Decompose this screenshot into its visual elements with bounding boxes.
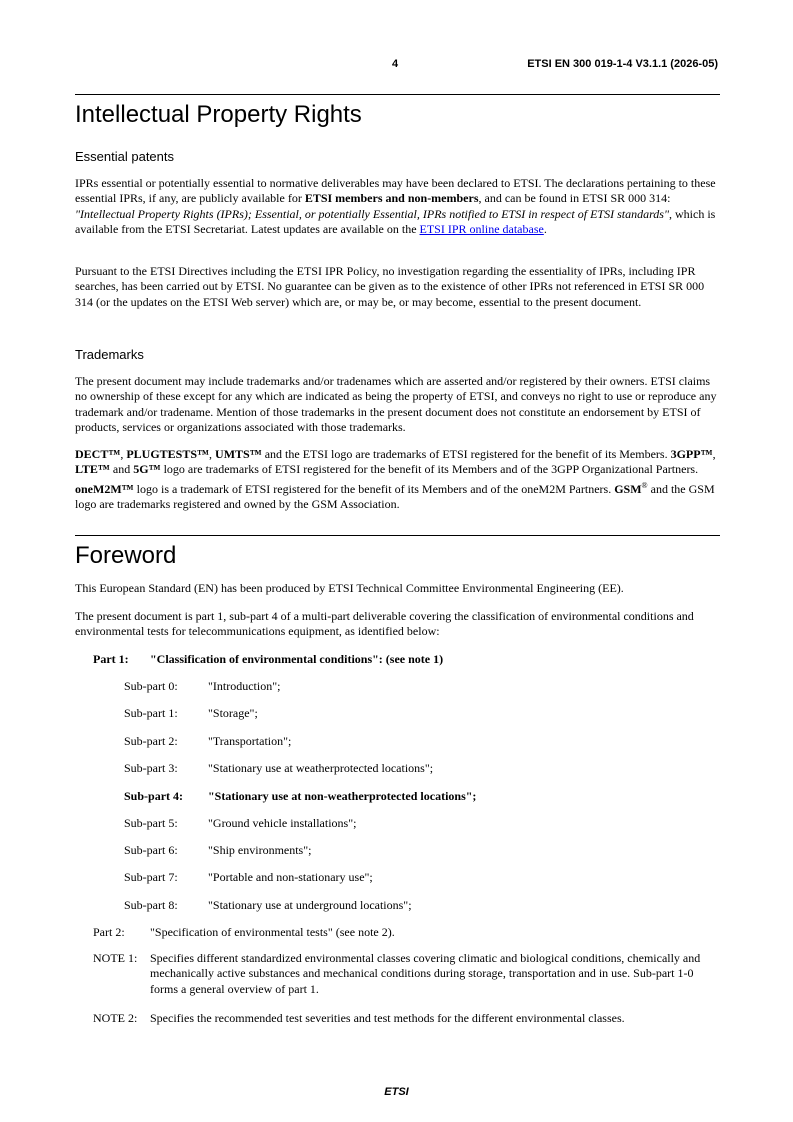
foreword-intro-paragraph: This European Standard (EN) has been produced by ETSI Technical Committee Environmental Engineering (EE).: [75, 581, 624, 595]
essential-patents-paragraph: IPRs essential or potentially essential to normative deliverables may have been declared to ETSI. The declarations pertaining to these essential IPRs, if any, are publicly available for ETSI members and non-members, and can be found in ETSI SR 000 314: "Intellectual Property Rights (IPRs); Essential, or potentially Essential, IPRs notified to ETSI in respect of ETSI standards", which is available from the ETSI Secretariat. Latest updates are available on the ETSI IPR online database.: [75, 176, 716, 237]
page-number: 4: [392, 58, 399, 70]
subpart-item-current: Sub-part 4: "Stationary use at non-weatherprotected locations";: [124, 789, 477, 803]
page-footer: ETSI: [384, 1086, 409, 1098]
subpart-item: Sub-part 5: "Ground vehicle installations";: [124, 816, 357, 830]
trademarks-paragraph: The present document may include trademarks and/or tradenames which are asserted and/or registered by their owners. ETSI claims no ownership of these except for any which are indicated as being the property of ETSI, and conveys no right to use or reproduce any trademark and/or tradename. Mention of those trademarks in the present document does not constitute an endorsement by ETSI of products, services or organizations associated with those trademarks.: [75, 374, 717, 435]
ipr-section-heading: [75, 94, 720, 129]
foreword-title: Foreword: [75, 542, 177, 569]
foreword-parts-paragraph: The present document is part 1, sub-part 4 of a multi-part deliverable covering the classification of environmental conditions and environmental tests for telecommunications equipment, as identified below:: [75, 609, 694, 639]
trademarks-heading: Trademarks: [75, 347, 144, 362]
subpart-item: Sub-part 6: "Ship environments";: [124, 843, 312, 857]
part1-item: Part 1: "Classification of environmental conditions": (see note 1): [93, 652, 444, 666]
ipr-policy-paragraph: Pursuant to the ETSI Directives including the ETSI IPR Policy, no investigation regarding the essentiality of IPRs, including IPR searches, has been carried out by ETSI. No guarantee can be given as to the existence of other IPRs not referenced in ETSI SR 000 314 (or the updates on the ETSI Web server) which are, or may be, or may become, essential to the present document.: [75, 264, 705, 309]
subpart-item: Sub-part 3: "Stationary use at weatherprotected locations";: [124, 761, 434, 775]
essential-patents-heading: Essential patents: [75, 149, 175, 164]
subpart-item: Sub-part 0: "Introduction";: [124, 679, 281, 693]
part2-item: Part 2: "Specification of environmental tests" (see note 2).: [93, 925, 395, 939]
subpart-item: Sub-part 8: "Stationary use at underground locations";: [124, 898, 412, 912]
note-1: NOTE 1: Specifies different standardized environmental classes covering climatic and biological conditions, chemically and mechanically active substances and mechanical conditions during storage, transportation and in use. Sub-part 1-0 forms a general overview of part 1.: [93, 951, 701, 996]
foreword-section-heading: [75, 535, 720, 570]
subpart-item: Sub-part 1: "Storage";: [124, 706, 258, 720]
subpart-item: Sub-part 7: "Portable and non-stationary use";: [124, 870, 373, 884]
ipr-title: Intellectual Property Rights: [75, 101, 362, 128]
subpart-item: Sub-part 2: "Transportation";: [124, 734, 292, 748]
etsi-ipr-database-link[interactable]: ETSI IPR online database: [419, 222, 544, 237]
document-reference: ETSI EN 300 019-1-4 V3.1.1 (2026-05): [527, 58, 718, 70]
registered-trademarks-paragraph: DECT™, PLUGTESTS™, UMTS™ and the ETSI logo are trademarks of ETSI registered for the benefit of its Members. 3GPP™, LTE™ and 5G™ logo are trademarks of ETSI registered for the benefit of its Members and of the 3GPP Organizational Partners. oneM2M™ logo is a trademark of ETSI registered for the benefit of its Members and of the oneM2M Partners. GSM® and the GSM logo are trademarks registered and owned by the GSM Association.: [75, 447, 716, 512]
note-2: NOTE 2: Specifies the recommended test severities and test methods for the different environmental classes.: [93, 1011, 625, 1025]
